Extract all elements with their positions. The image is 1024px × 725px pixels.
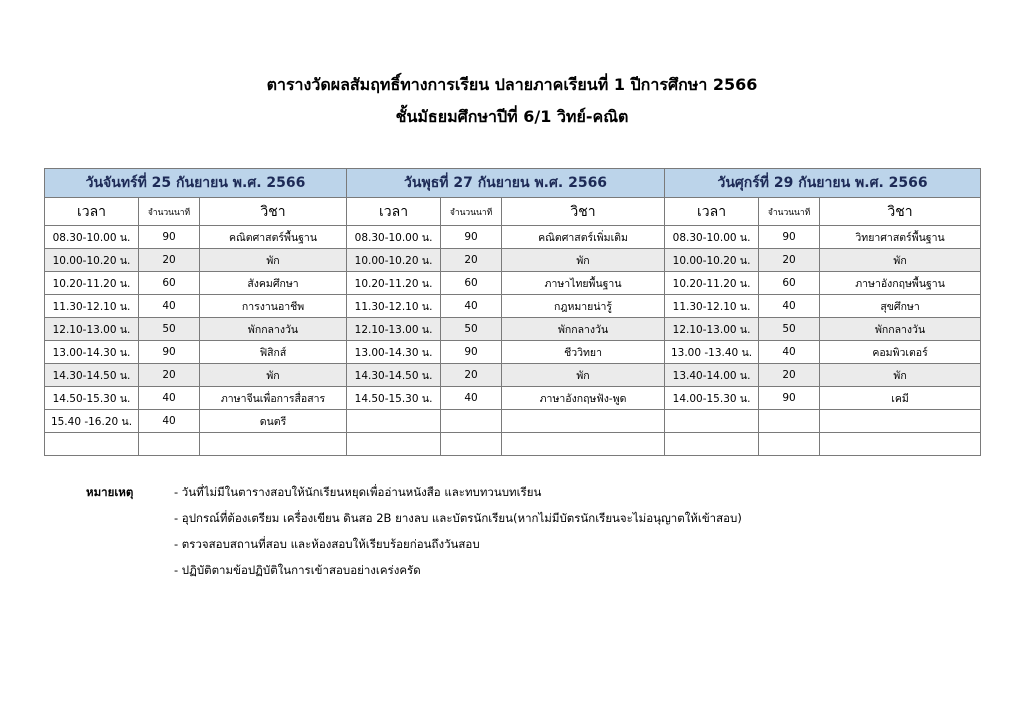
time-cell: 14.30-14.50 น.: [45, 364, 139, 387]
exam-schedule-table: [44, 168, 981, 456]
subject-cell: ภาษาอังกฤษพื้นฐาน: [820, 272, 981, 295]
time-cell: 12.10-13.00 น.: [665, 318, 759, 341]
time-cell: 08.30-10.00 น.: [665, 226, 759, 249]
subject-cell: [820, 433, 981, 456]
table-row: [45, 318, 981, 341]
minutes-cell: 40: [759, 295, 820, 318]
subject-cell: ดนตรี: [200, 410, 347, 433]
column-header-minutes: จำนวนนาที: [441, 198, 502, 226]
subject-cell: ฟิสิกส์: [200, 341, 347, 364]
subject-cell: พัก: [502, 364, 665, 387]
table-row: [45, 295, 981, 318]
table-row: [45, 387, 981, 410]
time-cell: 11.30-12.10 น.: [45, 295, 139, 318]
time-cell: [347, 433, 441, 456]
subject-cell: [502, 433, 665, 456]
note-item: - ปฏิบัติตามข้อปฏิบัติในการเข้าสอบอย่างเคร่งครัด: [174, 563, 421, 577]
time-cell: 10.00-10.20 น.: [665, 249, 759, 272]
time-cell: 14.50-15.30 น.: [45, 387, 139, 410]
time-cell: 13.00 -13.40 น.: [665, 341, 759, 364]
page-subtitle: ชั้นมัธยมศึกษาปีที่ 6/1 วิทย์-คณิต: [395, 107, 629, 126]
subject-cell: การงานอาชีพ: [200, 295, 347, 318]
time-cell: 10.20-11.20 น.: [45, 272, 139, 295]
column-header-minutes: จำนวนนาที: [139, 198, 200, 226]
column-header-subject: วิชา: [820, 198, 981, 226]
time-cell: 10.20-11.20 น.: [347, 272, 441, 295]
time-cell: [347, 410, 441, 433]
subject-cell: พัก: [820, 364, 981, 387]
table-row: [45, 341, 981, 364]
minutes-cell: 20: [441, 364, 502, 387]
time-cell: 13.00-14.30 น.: [347, 341, 441, 364]
time-cell: 13.00-14.30 น.: [45, 341, 139, 364]
notes-list: [174, 484, 934, 588]
note-item: - วันที่ไม่มีในตารางสอบให้นักเรียนหยุดเพื่ออ่านหนังสือ และทบทวนบทเรียน: [174, 485, 542, 499]
subject-cell: พัก: [820, 249, 981, 272]
minutes-cell: 40: [441, 295, 502, 318]
time-cell: 11.30-12.10 น.: [347, 295, 441, 318]
subject-cell: ภาษาจีนเพื่อการสื่อสาร: [200, 387, 347, 410]
notes-label: หมายเหตุ: [86, 485, 134, 499]
minutes-cell: 60: [139, 272, 200, 295]
minutes-cell: 40: [139, 295, 200, 318]
time-cell: [45, 433, 139, 456]
minutes-cell: 50: [441, 318, 502, 341]
subject-cell: กฎหมายน่ารู้: [502, 295, 665, 318]
time-cell: 12.10-13.00 น.: [347, 318, 441, 341]
time-cell: 14.30-14.50 น.: [347, 364, 441, 387]
minutes-cell: 60: [759, 272, 820, 295]
table-row: [45, 364, 981, 387]
minutes-cell: [759, 433, 820, 456]
subject-cell: พัก: [200, 249, 347, 272]
column-header-time: เวลา: [347, 198, 441, 226]
column-header-subject: วิชา: [502, 198, 665, 226]
minutes-cell: 90: [441, 341, 502, 364]
table-row: [45, 410, 981, 433]
minutes-cell: 40: [139, 387, 200, 410]
table-row: [45, 433, 981, 456]
time-cell: 14.50-15.30 น.: [347, 387, 441, 410]
minutes-cell: 20: [139, 249, 200, 272]
time-cell: 10.20-11.20 น.: [665, 272, 759, 295]
minutes-cell: 20: [139, 364, 200, 387]
minutes-cell: 40: [441, 387, 502, 410]
minutes-cell: [759, 410, 820, 433]
subject-cell: ชีววิทยา: [502, 341, 665, 364]
time-cell: 12.10-13.00 น.: [45, 318, 139, 341]
minutes-cell: 90: [441, 226, 502, 249]
minutes-cell: 50: [759, 318, 820, 341]
column-header-time: เวลา: [45, 198, 139, 226]
time-cell: 11.30-12.10 น.: [665, 295, 759, 318]
minutes-cell: 90: [759, 387, 820, 410]
subject-cell: วิทยาศาสตร์พื้นฐาน: [820, 226, 981, 249]
minutes-cell: 90: [759, 226, 820, 249]
time-cell: 08.30-10.00 น.: [45, 226, 139, 249]
table-row: [45, 272, 981, 295]
minutes-cell: 50: [139, 318, 200, 341]
minutes-cell: [441, 433, 502, 456]
minutes-cell: 90: [139, 341, 200, 364]
time-cell: 10.00-10.20 น.: [347, 249, 441, 272]
time-cell: 15.40 -16.20 น.: [45, 410, 139, 433]
minutes-cell: 20: [759, 249, 820, 272]
subject-cell: [502, 410, 665, 433]
subject-cell: [200, 433, 347, 456]
page-title: ตารางวัดผลสัมฤทธิ์ทางการเรียน ปลายภาคเรียนที่ 1 ปีการศึกษา 2566: [266, 75, 758, 94]
time-cell: 13.40-14.00 น.: [665, 364, 759, 387]
day-header-friday: วันศุกร์ที่ 29 กันยายน พ.ศ. 2566: [665, 169, 981, 198]
time-cell: 10.00-10.20 น.: [45, 249, 139, 272]
subject-cell: คณิตศาสตร์เพิ่มเติม: [502, 226, 665, 249]
minutes-cell: 60: [441, 272, 502, 295]
subject-cell: ภาษาอังกฤษฟัง-พูด: [502, 387, 665, 410]
time-cell: 08.30-10.00 น.: [347, 226, 441, 249]
time-cell: [665, 433, 759, 456]
subject-cell: สังคมศึกษา: [200, 272, 347, 295]
minutes-cell: 40: [759, 341, 820, 364]
minutes-cell: 40: [139, 410, 200, 433]
subject-cell: คณิตศาสตร์พื้นฐาน: [200, 226, 347, 249]
table-row: [45, 249, 981, 272]
column-header-subject: วิชา: [200, 198, 347, 226]
subject-cell: คอมพิวเตอร์: [820, 341, 981, 364]
subject-cell: เคมี: [820, 387, 981, 410]
minutes-cell: 90: [139, 226, 200, 249]
column-header-time: เวลา: [665, 198, 759, 226]
time-cell: 14.00-15.30 น.: [665, 387, 759, 410]
subject-cell: ภาษาไทยพื้นฐาน: [502, 272, 665, 295]
minutes-cell: 20: [759, 364, 820, 387]
subject-cell: พัก: [200, 364, 347, 387]
subject-cell: พักกลางวัน: [200, 318, 347, 341]
table-row: [45, 226, 981, 249]
schedule-body: [45, 226, 981, 456]
subject-cell: สุขศึกษา: [820, 295, 981, 318]
subject-cell: พักกลางวัน: [502, 318, 665, 341]
day-header-wednesday: วันพุธที่ 27 กันยายน พ.ศ. 2566: [347, 169, 665, 198]
minutes-cell: [139, 433, 200, 456]
subject-cell: พักกลางวัน: [820, 318, 981, 341]
column-header-minutes: จำนวนนาที: [759, 198, 820, 226]
note-item: - อุปกรณ์ที่ต้องเตรียม เครื่องเขียน ดินสอ 2B ยางลบ และบัตรนักเรียน(หากไม่มีบัตรนักเรียนจะไม่อนุญาตให้เข้าสอบ): [174, 511, 742, 525]
time-cell: [665, 410, 759, 433]
subject-cell: พัก: [502, 249, 665, 272]
subject-cell: [820, 410, 981, 433]
day-header-monday: วันจันทร์ที่ 25 กันยายน พ.ศ. 2566: [45, 169, 347, 198]
minutes-cell: 20: [441, 249, 502, 272]
minutes-cell: [441, 410, 502, 433]
note-item: - ตรวจสอบสถานที่สอบ และห้องสอบให้เรียบร้อยก่อนถึงวันสอบ: [174, 537, 480, 551]
